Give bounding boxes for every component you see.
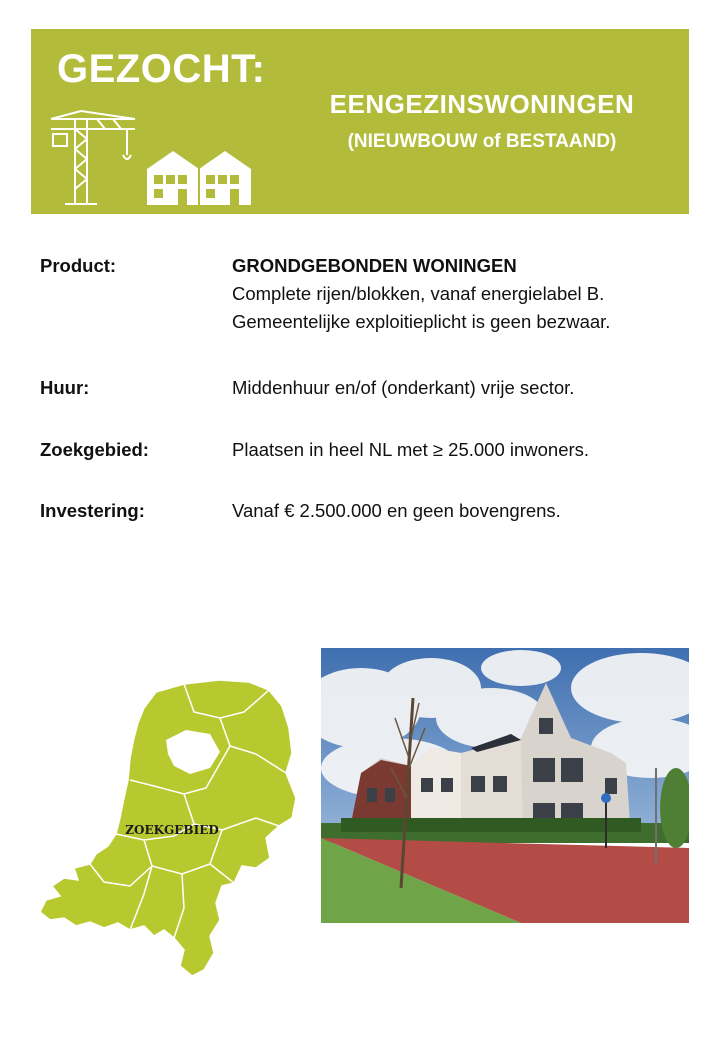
banner-illustration bbox=[47, 109, 257, 209]
banner-title: GEZOCHT: bbox=[57, 47, 266, 91]
investment-label: Investering: bbox=[40, 500, 145, 521]
investment-value bbox=[232, 497, 702, 525]
rent-value bbox=[232, 374, 702, 402]
product-line-2: Gemeentelijke exploitieplicht is geen bezwaar. bbox=[232, 311, 611, 332]
product-line-1: Complete rijen/blokken, vanaf energielabel B. bbox=[232, 283, 605, 304]
houses-photo bbox=[321, 648, 689, 923]
area-value bbox=[232, 436, 702, 464]
product-label: Product: bbox=[40, 255, 117, 276]
product-value bbox=[232, 252, 702, 336]
rent-label: Huur: bbox=[40, 377, 90, 398]
banner-heading: EENGEZINSWONINGEN bbox=[329, 89, 635, 119]
banner-subheading: (NIEUWBOUW of BESTAAND) bbox=[347, 131, 617, 152]
rent-text: Middenhuur en/of (onderkant) vrije sector. bbox=[232, 377, 575, 398]
map-label: ZOEKGEBIED bbox=[125, 823, 219, 837]
area-label: Zoekgebied: bbox=[40, 439, 149, 460]
product-heading: GRONDGEBONDEN WONINGEN bbox=[232, 255, 517, 276]
header-banner bbox=[31, 29, 689, 214]
crane-icon bbox=[51, 111, 135, 204]
area-text: Plaatsen in heel NL met ≥ 25.000 inwoners. bbox=[232, 439, 590, 460]
investment-text: Vanaf € 2.500.000 en geen bovengrens. bbox=[232, 500, 561, 521]
netherlands-map bbox=[34, 668, 304, 983]
